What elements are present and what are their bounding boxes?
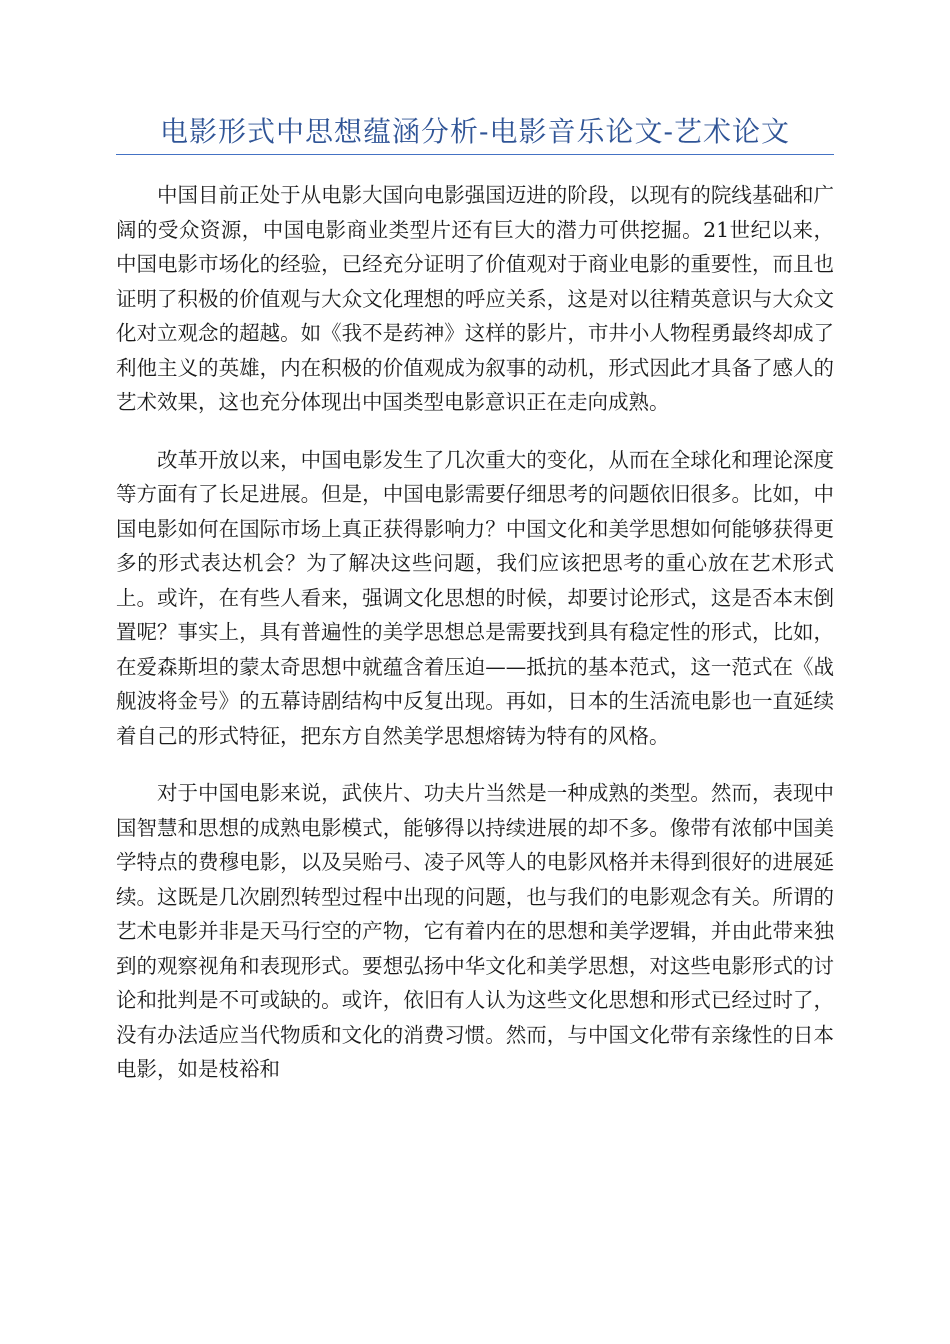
document-body — [116, 178, 834, 1110]
paragraph-1: 中国目前正处于从电影大国向电影强国迈进的阶段，以现有的院线基础和广阔的受众资源，中国电影商业类型片还有巨大的潜力可供挖掘。21世纪以来，中国电影市场化的经验，已经充分证明了价值观对于商业电影的重要性，而且也证明了积极的价值观与大众文化理想的呼应关系，这是对以往精英意识与大众文化对立观念的超越。如《我不是药神》这样的影片，市井小人物程勇最终却成了利他主义的英雄，内在积极的价值观成为叙事的动机，形式因此才具备了感人的艺术效果，这也充分体现出中国类型电影意识正在走向成熟。 — [116, 183, 834, 414]
title-underline — [116, 154, 834, 155]
document-title: 电影形式中思想蕴涵分析-电影音乐论文-艺术论文 — [160, 115, 790, 148]
paragraph-2: 改革开放以来，中国电影发生了几次重大的变化，从而在全球化和理论深度等方面有了长足进展。但是，中国电影需要仔细思考的问题依旧很多。比如，中国电影如何在国际市场上真正获得影响力？中国文化和美学思想如何能够获得更多的形式表达机会？为了解决这些问题，我们应该把思考的重心放在艺术形式上。或许，在有些人看来，强调文化思想的时候，却要讨论形式，这是否本末倒置呢？事实上，具有普遍性的美学思想总是需要找到具有稳定性的形式，比如，在爱森斯坦的蒙太奇思想中就蕴含着压迫——抵抗的基本范式，这一范式在《战舰波将金号》的五幕诗剧结构中反复出现。再如，日本的生活流电影也一直延续着自己的形式特征，把东方自然美学思想熔铸为特有的风格。 — [116, 447, 834, 748]
paragraph-3: 对于中国电影来说，武侠片、功夫片当然是一种成熟的类型。然而，表现中国智慧和思想的成熟电影模式，能够得以持续进展的却不多。像带有浓郁中国美学特点的费穆电影，以及吴贻弓、凌子风等人的电影风格并未得到很好的进展延续。这既是几次剧烈转型过程中出现的问题，也与我们的电影观念有关。所谓的艺术电影并非是天马行空的产物，它有着内在的思想和美学逻辑，并由此带来独到的观察视角和表现形式。要想弘扬中华文化和美学思想，对这些电影形式的讨论和批判是不可或缺的。或许，依旧有人认为这些文化思想和形式已经过时了，没有办法适应当代物质和文化的消费习惯。然而，与中国文化带有亲缘性的日本电影，如是枝裕和 — [116, 781, 834, 1081]
